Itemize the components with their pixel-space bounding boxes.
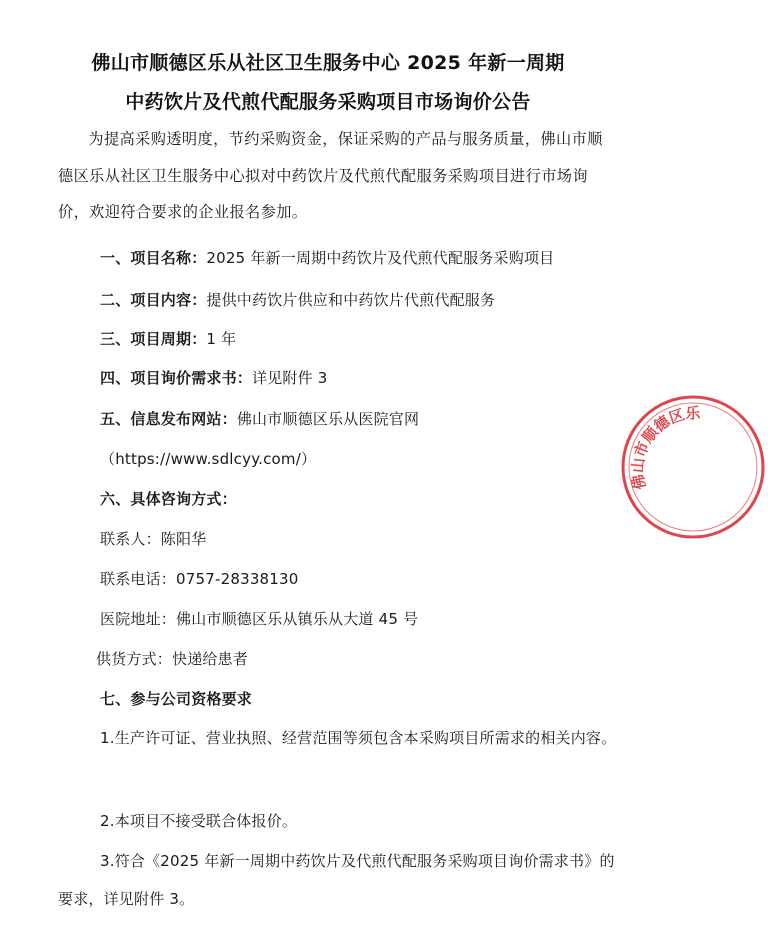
item-project-name bbox=[100, 247, 554, 268]
requirement-item-1: 1.生产许可证、营业执照、经营范围等须包含本采购项目所需求的相关内容。 bbox=[100, 729, 617, 747]
official-seal-stamp bbox=[618, 392, 768, 542]
item-project-period bbox=[100, 328, 236, 349]
item-info-website-label: 五、信息发布网站： bbox=[100, 410, 237, 428]
item-project-content-value: 提供中药饮片供应和中药饮片代煎代配服务 bbox=[206, 291, 496, 309]
item-project-content-label: 二、项目内容： bbox=[100, 291, 207, 309]
website-url-link[interactable]: （https://www.sdlcyy.com/） bbox=[100, 450, 317, 468]
document-title-line-1: 佛山市顺德区乐从社区卫生服务中心 2025 年新一周期 bbox=[91, 52, 565, 74]
item-inquiry-requirement-value: 详见附件 3 bbox=[252, 369, 328, 387]
contact-person: 联系人：陈阳华 bbox=[100, 530, 207, 548]
item-qualification-heading bbox=[100, 688, 252, 709]
item-contact-heading bbox=[100, 488, 237, 509]
hospital-address: 医院地址：佛山市顺德区乐从镇乐从大道 45 号 bbox=[100, 610, 419, 628]
item-project-name-value: 2025 年新一周期中药饮片及代煎代配服务采购项目 bbox=[206, 249, 555, 267]
requirement-item-3: 3.符合《2025 年新一周期中药饮片及代煎代配服务采购项目询价需求书》的要求，详见附件 3。 bbox=[58, 852, 615, 908]
document-title-line-2: 中药饮片及代煎代配服务采购项目市场询价公告 bbox=[125, 91, 531, 113]
item-contact-label: 六、具体咨询方式： bbox=[100, 490, 237, 508]
item-project-period-value: 1 年 bbox=[206, 330, 237, 348]
item-project-period-label: 三、项目周期： bbox=[100, 330, 207, 348]
contact-phone: 联系电话：0757-28338130 bbox=[100, 570, 299, 588]
item-inquiry-requirement bbox=[100, 367, 328, 388]
intro-paragraph: 为提高采购透明度，节约采购资金，保证采购的产品与服务质量，佛山市顺德区乐从社区卫生服务中心拟对中药饮片及代煎代配服务采购项目进行市场询价，欢迎符合要求的企业报名参加。 bbox=[58, 130, 603, 221]
item-info-website-value: 佛山市顺德区乐从医院官网 bbox=[236, 410, 420, 428]
item-qualification-label: 七、参与公司资格要求 bbox=[100, 690, 253, 708]
supply-method: 供货方式：快递给患者 bbox=[96, 650, 249, 668]
svg-text:佛山市顺德区乐: 佛山市顺德区乐 bbox=[628, 404, 701, 492]
item-inquiry-requirement-label: 四、项目询价需求书： bbox=[100, 369, 253, 387]
item-info-website bbox=[100, 408, 419, 429]
requirement-item-2: 2.本项目不接受联合体报价。 bbox=[100, 812, 298, 830]
item-project-name-label: 一、项目名称： bbox=[100, 249, 207, 267]
item-project-content bbox=[100, 289, 495, 310]
